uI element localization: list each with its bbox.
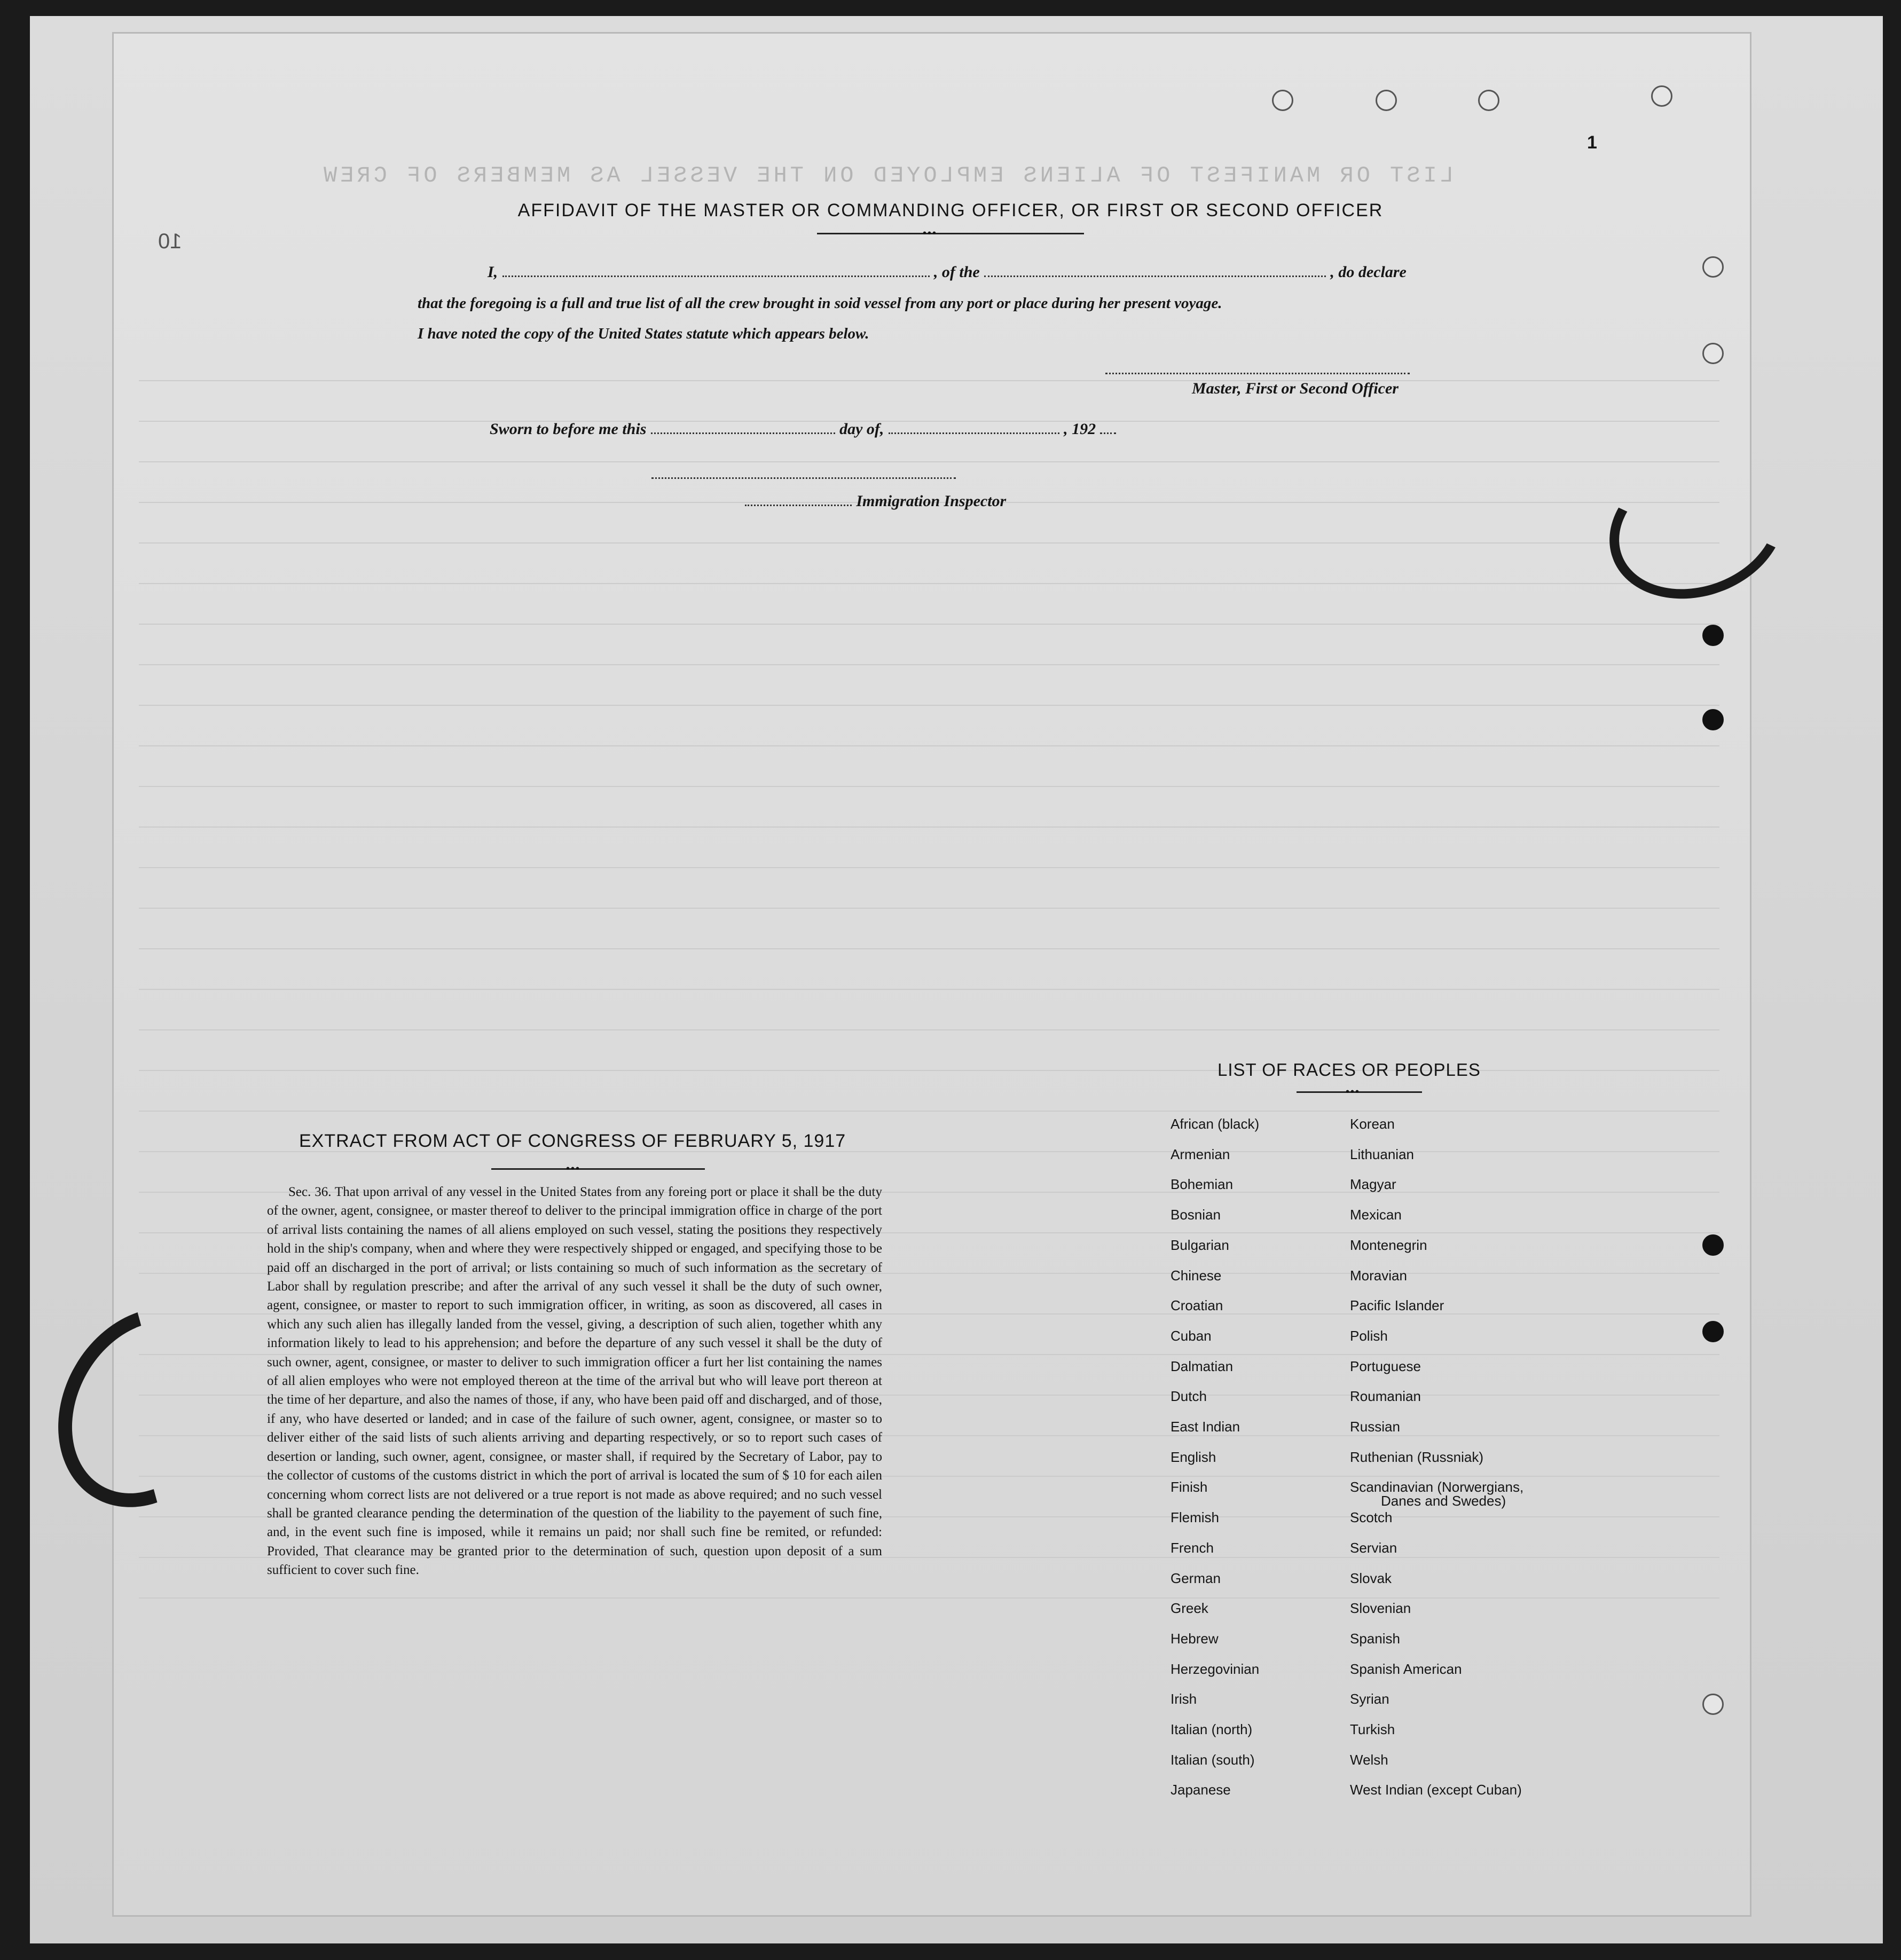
race-item: Moravian <box>1350 1267 1407 1284</box>
races-title: LIST OF RACES OR PEOPLES <box>1217 1060 1481 1080</box>
punch-hole <box>1478 90 1499 111</box>
sworn-day-label: day of, <box>839 420 884 438</box>
ghost-header: LIST OR MANIFEST OF ALIENS EMPLOYED ON THE VESSEL AS MEMBERS OF CREW <box>320 163 1454 188</box>
race-item: Spanish <box>1350 1630 1400 1647</box>
ghost-row-line <box>139 1597 1719 1599</box>
race-item: Chinese <box>1171 1267 1222 1284</box>
race-item: Pacific Islander <box>1350 1297 1444 1314</box>
punch-hole <box>1702 1321 1724 1342</box>
ghost-row-line <box>139 705 1719 706</box>
ghost-row-line <box>139 1029 1719 1030</box>
punch-hole <box>1651 85 1672 107</box>
race-item: Italian (north) <box>1171 1721 1253 1737</box>
declarant-prefix: I, <box>488 263 498 281</box>
sworn-line <box>490 420 1116 438</box>
ghost-row-line <box>139 948 1719 949</box>
race-item: Scotch <box>1350 1509 1393 1526</box>
ghost-row-line <box>139 908 1719 909</box>
race-item: Spanish American <box>1350 1660 1462 1677</box>
punch-hole <box>1702 625 1724 646</box>
of-the-label: , of the <box>933 263 980 281</box>
affidavit-line-3: I have noted the copy of the United States statute which appears below. <box>418 325 869 342</box>
race-item: Mexican <box>1350 1207 1402 1223</box>
ghost-row-line <box>139 583 1719 584</box>
ghost-row-line <box>139 745 1719 746</box>
race-item: Slovenian <box>1350 1600 1411 1617</box>
race-item: Ruthenian (Russniak) <box>1350 1449 1484 1465</box>
vessel-name-field[interactable] <box>984 275 1326 277</box>
ghost-row-line <box>139 1111 1719 1112</box>
race-item: East Indian <box>1171 1419 1240 1435</box>
race-item: German <box>1171 1570 1221 1586</box>
ghost-row-line <box>139 786 1719 787</box>
race-item: Bosnian <box>1171 1207 1221 1223</box>
signature-label: Master, First or Second Officer <box>1192 380 1399 397</box>
punch-hole <box>1272 90 1293 111</box>
race-item: English <box>1171 1449 1216 1465</box>
extract-ornament: ••• <box>566 1163 581 1175</box>
ghost-row-line <box>139 542 1719 544</box>
race-item: Scandinavian (Norwergians, <box>1350 1479 1524 1495</box>
sworn-prefix: Sworn to before me this <box>490 420 647 438</box>
page-number: 1 <box>1587 132 1597 153</box>
officer-name-field[interactable] <box>502 275 930 277</box>
race-item: Welsh <box>1350 1751 1388 1768</box>
affidavit-line-1 <box>488 263 1407 281</box>
race-item: French <box>1171 1539 1214 1556</box>
punch-hole <box>1702 1234 1724 1256</box>
race-item: Lithuanian <box>1350 1146 1414 1162</box>
punch-hole <box>1702 343 1724 364</box>
title-rule <box>817 233 1084 234</box>
inspector-line[interactable] <box>651 463 956 479</box>
title-ornament: ••• <box>923 227 938 239</box>
ghost-row-line <box>139 989 1719 990</box>
sworn-day-field[interactable] <box>651 432 835 434</box>
extract-title: EXTRACT FROM ACT OF CONGRESS OF FEBRUARY 5, 1917 <box>299 1131 846 1151</box>
race-item: Greek <box>1171 1600 1208 1617</box>
race-item: Montenegrin <box>1350 1237 1427 1253</box>
race-item: Magyar <box>1350 1176 1396 1193</box>
race-item: African (black) <box>1171 1116 1260 1132</box>
race-item: Syrian <box>1350 1691 1389 1707</box>
race-item: Turkish <box>1350 1721 1395 1737</box>
affidavit-title: AFFIDAVIT OF THE MASTER OR COMMANDING OFFICER, OR FIRST OR SECOND OFFICER <box>517 200 1384 221</box>
race-item: Dalmatian <box>1171 1358 1234 1374</box>
ghost-row-line <box>139 461 1719 462</box>
sworn-month-field[interactable] <box>889 432 1059 434</box>
race-item: Slovak <box>1350 1570 1392 1586</box>
ghost-row-line <box>139 664 1719 665</box>
ghost-row-line <box>139 624 1719 625</box>
race-item: Polish <box>1350 1327 1388 1344</box>
inspector-label: Immigration Inspector <box>856 492 1007 510</box>
form-page <box>112 32 1751 1917</box>
signature-line[interactable] <box>1105 359 1410 374</box>
race-item: Roumanian <box>1350 1388 1421 1405</box>
margin-stamp: 10 <box>158 230 182 253</box>
inspector-row <box>745 492 1006 510</box>
sworn-year-label: , 192 <box>1064 420 1096 438</box>
race-item: Dutch <box>1171 1388 1207 1405</box>
race-item: West Indian (except Cuban) <box>1350 1782 1522 1798</box>
race-item: Danes and Swedes) <box>1381 1493 1506 1509</box>
race-item: Bohemian <box>1171 1176 1234 1193</box>
race-item: Irish <box>1171 1691 1197 1707</box>
ghost-row-line <box>139 867 1719 868</box>
do-declare-label: , do declare <box>1330 263 1407 281</box>
race-item: Croatian <box>1171 1297 1223 1314</box>
punch-hole <box>1376 90 1397 111</box>
race-item: Russian <box>1350 1419 1400 1435</box>
punch-hole <box>1702 1694 1724 1715</box>
race-item: Finish <box>1171 1479 1208 1495</box>
race-item: Flemish <box>1171 1509 1220 1526</box>
race-item: Cuban <box>1171 1327 1212 1344</box>
punch-hole <box>1702 709 1724 730</box>
extract-body: Sec. 36. That upon arrival of any vessel in the United States from any foreing port or place it shall be the duty of the owner, agent, consignee, or master thereof to deliver to the principal immigration office in charge of the port of arrival lists containing the names of all aliens employed on such vessel, stating the positions they respectively hold in the ship's company, when and where they were respectively shipped or engaged, and specifying those to be paid off an discharged in the port of arrival; or lists containing so much of such information as the secretary of Labor shall by regulation prescribe; and after the arrival of any such vessel it shall be the duty of such owner, agent, consignee, or master to report to such immigration officer, in writing, as soon as discovered, all cases in which any such alien has illegally landed from the vessel, giving, a description of such alien, together whith any information likely to lead to his apprehension; and before the departure of any such vessel it shall be the duty of such owner, agent, consignee, or master to deliver to such immigration officer a furt her list containing the names of all alien employes who were not employed thereon at the time of the arrival but who will leave port thereon at the time of her departure, and also the names of those, if any, who have been paid off and discharged, and of those, if any, who have deserted or landed; and in case of the failure of such owner, agent, consignee, or master so to deliver either of the said lists of such alients arriving and departing respectively, or so to report such cases of desertion or landing, such owner, agent, consignee, or master shall, if required by the Secretary of Labor, pay to the collector of customs of the customs district in which the port of arrival is located the sum of $ 10 for each ailen concerning whom correct lists are not delivered or a true report is not made as above required; and no such vessel shall be granted clearance pending the determination of the question of the liability to the payement of such fine, and, in the event such fine is imposed, while it remains un paid; nor shall such fine be remited, or refunded: Provided, That clearance may be granted prior to the determination of such, question upon deposit of a sum sufficient to cover such fine. <box>267 1185 882 1578</box>
race-item: Italian (south) <box>1171 1751 1255 1768</box>
sworn-year-field[interactable] <box>1100 432 1116 434</box>
races-ornament: ••• <box>1346 1086 1361 1098</box>
affidavit-line-2: that the foregoing is a full and true list of all the crew brought in soid vessel from any port or place during her present voyage. <box>418 295 1222 312</box>
race-item: Armenian <box>1171 1146 1230 1162</box>
race-item: Korean <box>1350 1116 1395 1132</box>
ghost-row-line <box>139 380 1719 381</box>
race-item: Bulgarian <box>1171 1237 1229 1253</box>
extract-rule <box>491 1168 705 1170</box>
punch-hole <box>1702 256 1724 278</box>
race-item: Herzegovinian <box>1171 1660 1260 1677</box>
race-item: Japanese <box>1171 1782 1231 1798</box>
inspector-field[interactable] <box>745 505 852 506</box>
race-item: Portuguese <box>1350 1358 1421 1374</box>
ghost-row-line <box>139 1070 1719 1071</box>
race-item: Servian <box>1350 1539 1397 1556</box>
race-item: Hebrew <box>1171 1630 1219 1647</box>
ghost-row-line <box>139 826 1719 828</box>
